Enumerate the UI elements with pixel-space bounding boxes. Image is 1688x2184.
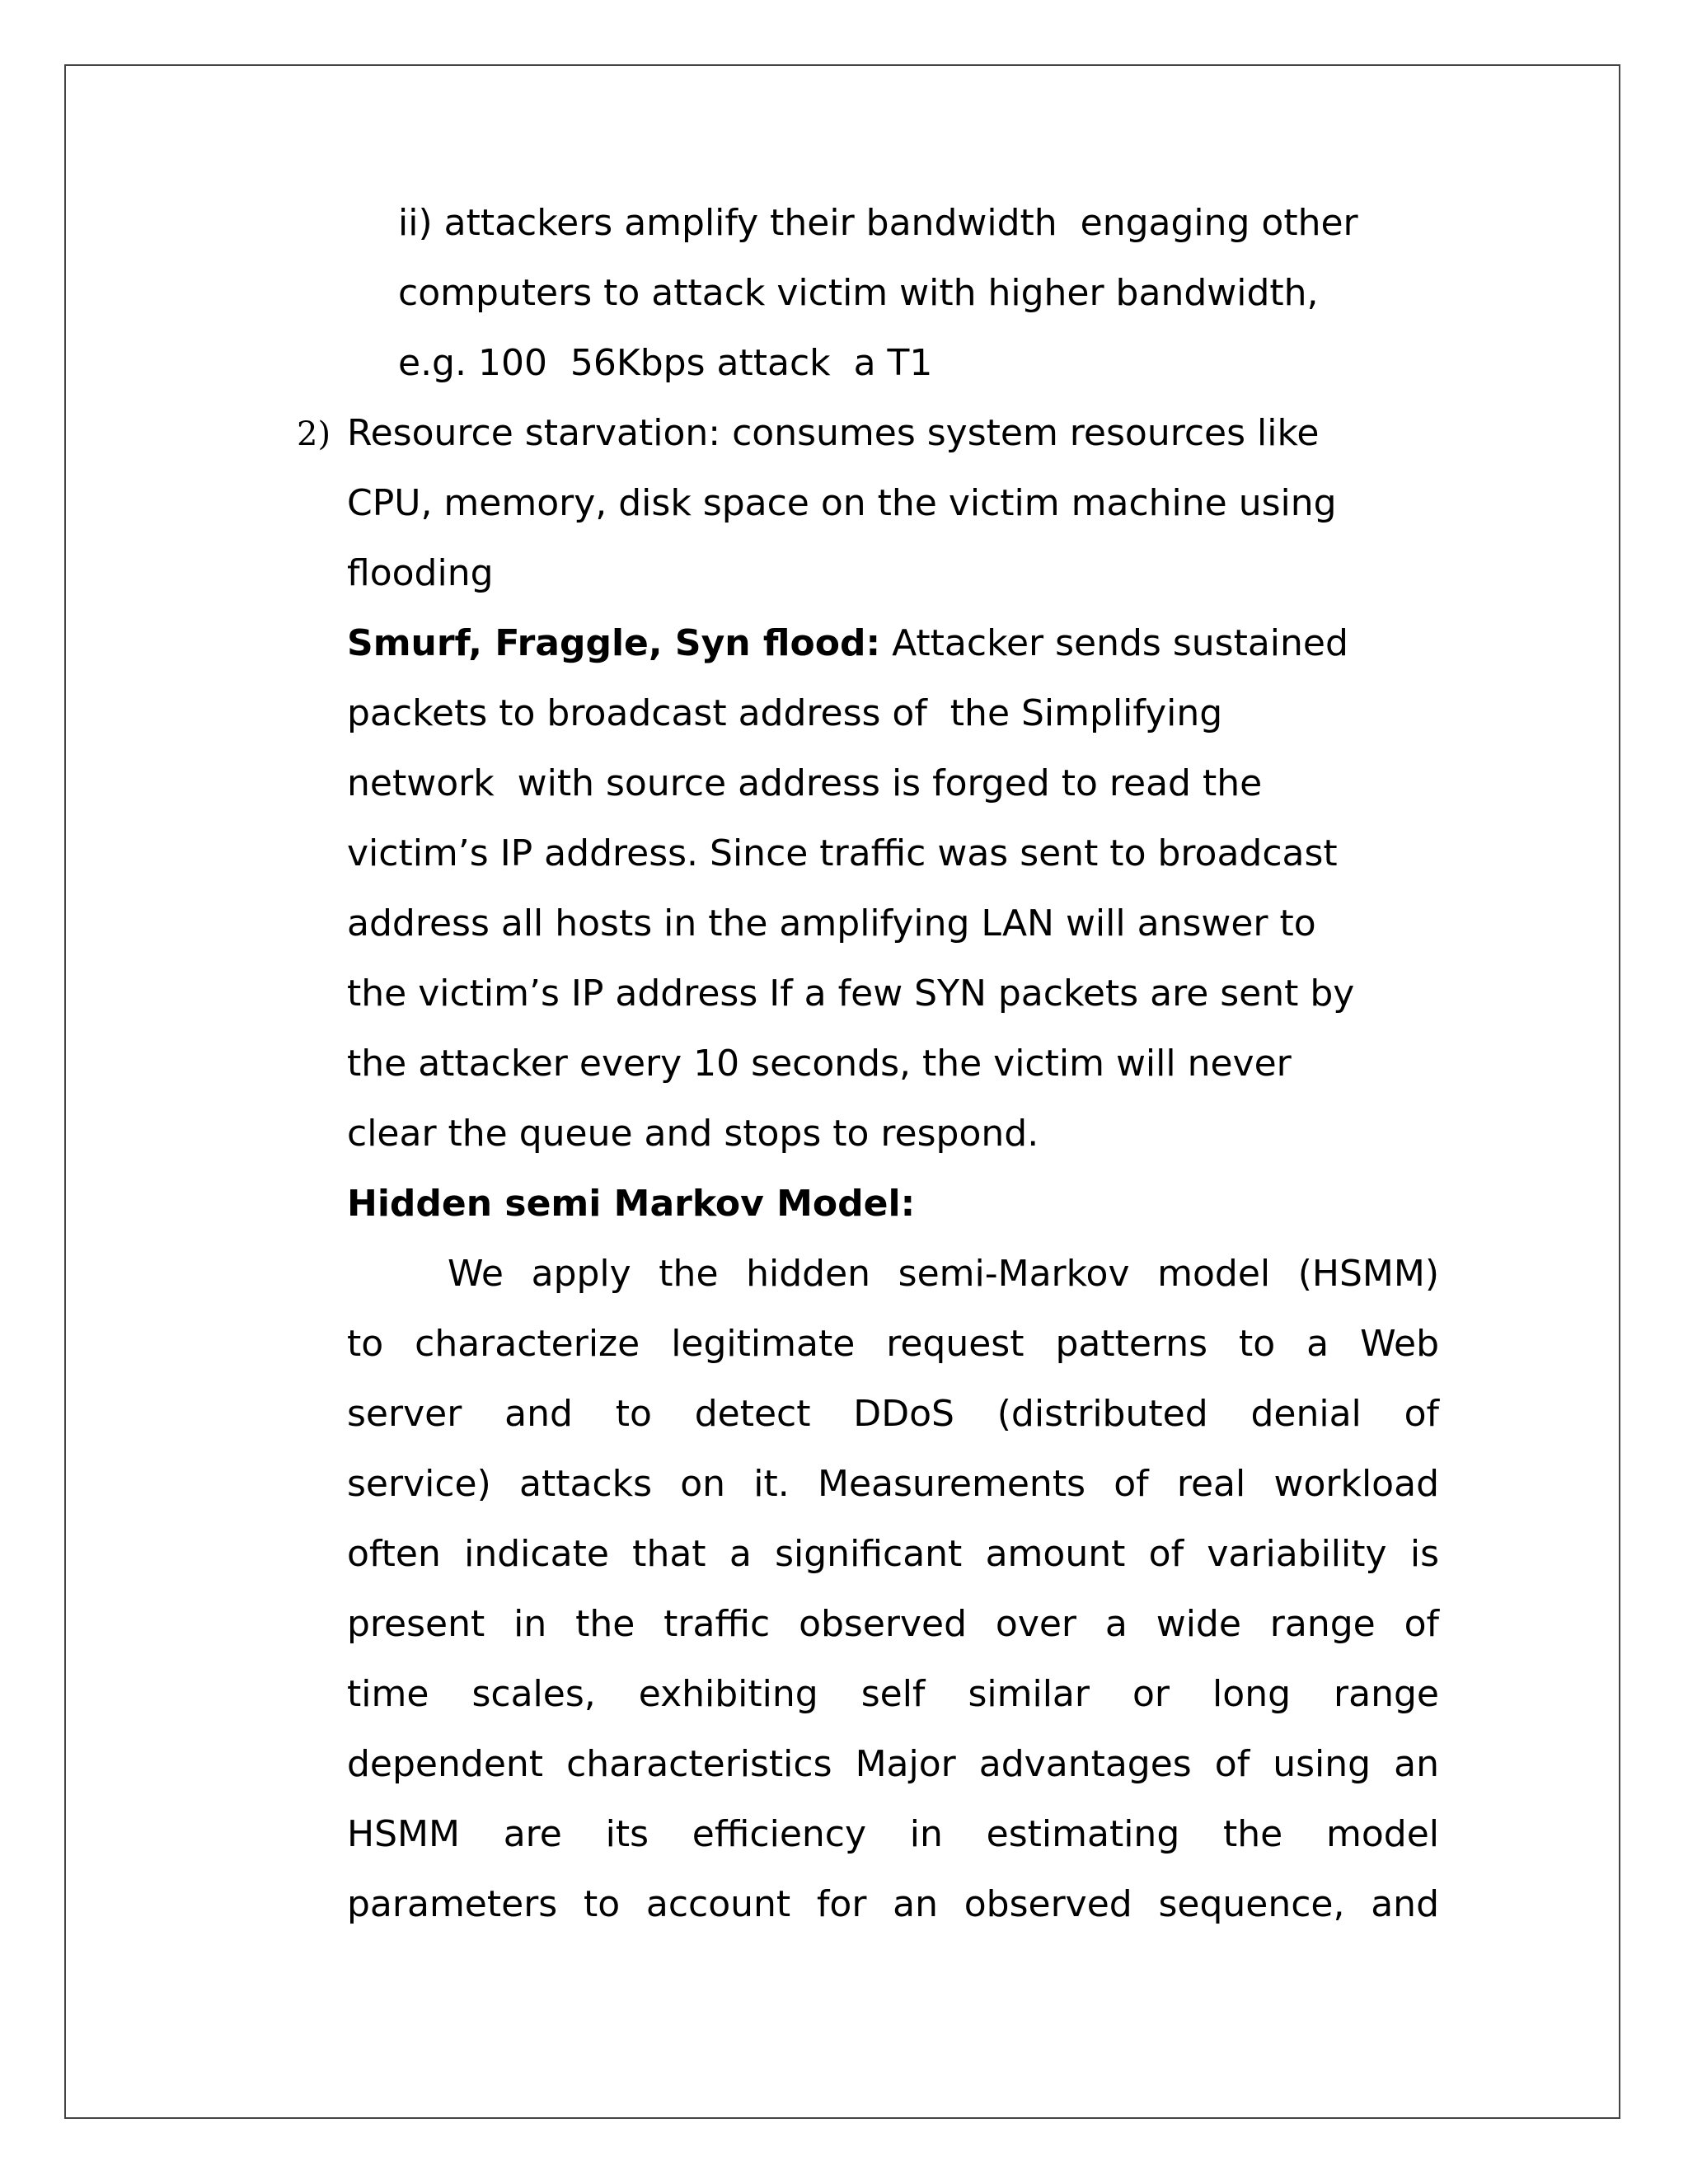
hsmm-line-10: parameters to account for an observed sequence, and: [347, 1883, 1439, 1925]
item-ii-line-3: e.g. 100 56Kbps attack a T1: [398, 342, 933, 384]
item-2-line-2: CPU, memory, disk space on the victim machine using: [347, 482, 1337, 524]
smurf-line-2: packets to broadcast address of the Simplifying: [347, 692, 1223, 734]
smurf-line-6: the victim’s IP address If a few SYN packets are sent by: [347, 972, 1355, 1015]
hsmm-heading: Hidden semi Markov Model:: [347, 1183, 916, 1225]
hsmm-line-5: often indicate that a significant amount of variability is: [347, 1533, 1439, 1575]
smurf-line-8: clear the queue and stops to respond.: [347, 1113, 1039, 1155]
hsmm-line-6: present in the traffic observed over a wide range of: [347, 1603, 1439, 1645]
smurf-line-5: address all hosts in the amplifying LAN will answer to: [347, 902, 1316, 944]
smurf-line-4: victim’s IP address. Since traffic was sent to broadcast: [347, 832, 1338, 874]
smurf-line-3: network with source address is forged to read the: [347, 762, 1263, 804]
hsmm-line-8: dependent characteristics Major advantages of using an: [347, 1743, 1439, 1785]
hsmm-line-2: to characterize legitimate request patterns to a Web: [347, 1323, 1439, 1365]
item-ii-line-2: computers to attack victim with higher bandwidth,: [398, 272, 1319, 314]
item-ii-line-1: ii) attackers amplify their bandwidth engaging other: [398, 202, 1358, 244]
smurf-line-1: [347, 608, 1348, 678]
hsmm-line-9: HSMM are its efficiency in estimating the model: [347, 1813, 1439, 1855]
hsmm-line-7: time scales, exhibiting self similar or long range: [347, 1673, 1439, 1715]
smurf-line-7: the attacker every 10 seconds, the victim will never: [347, 1043, 1292, 1085]
smurf-heading: Smurf, Fraggle, Syn flood:: [347, 622, 881, 664]
hsmm-line-3: server and to detect DDoS (distributed denial of: [347, 1393, 1439, 1435]
hsmm-line-1: We apply the hidden semi-Markov model (HSMM): [448, 1253, 1439, 1295]
hsmm-line-4: service) attacks on it. Measurements of real workload: [347, 1463, 1439, 1505]
item-2-line-3: flooding: [347, 552, 494, 594]
list-number-2: 2): [297, 415, 331, 453]
item-2-line-1: Resource starvation: consumes system resources like: [347, 412, 1320, 454]
smurf-line-1-text: Attacker sends sustained: [880, 622, 1348, 664]
